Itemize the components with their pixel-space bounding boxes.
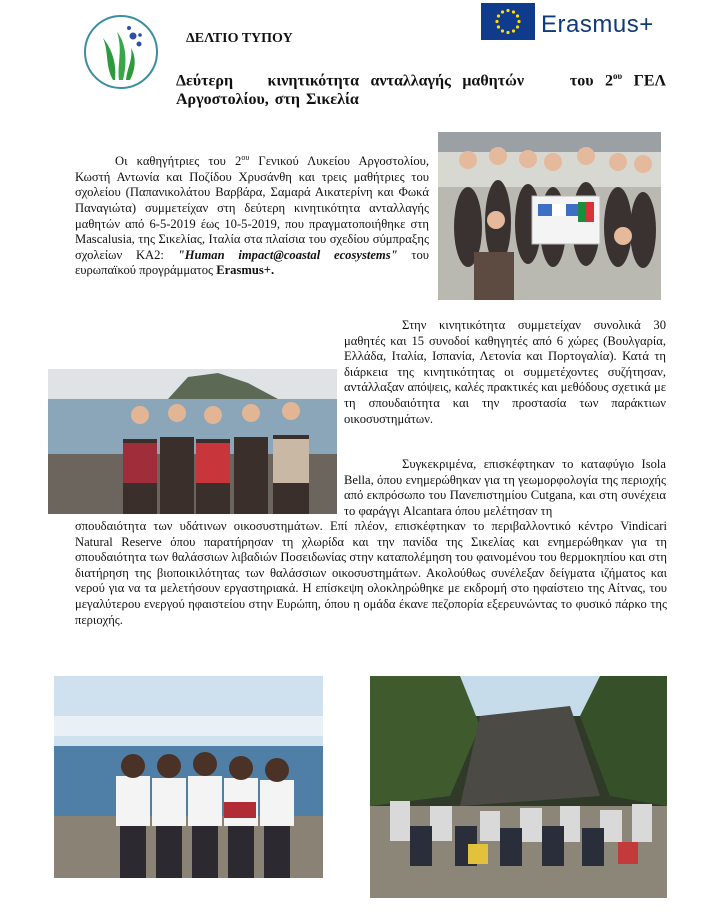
eu-star-icon (517, 20, 520, 23)
photo-large-group-gorge (370, 676, 667, 898)
eu-star-icon (501, 29, 504, 32)
eu-star-icon (512, 29, 515, 32)
eu-star-icon (497, 14, 500, 17)
photo-isola-bella-coast (48, 369, 337, 514)
eu-star-icon (495, 20, 498, 23)
paragraph-visits: Συγκεκριμένα, επισκέφτηκαν το καταφύγιο Isola Bella, όπου ενημερώθηκαν για τη γεωμορφολογία της περιοχής από εκπρόσωπο του Πανεπιστημίου Cutgana, και στη συνέχεια το φαράγγι Alcantara όπου μελέτησαν τη (344, 457, 666, 518)
eu-flag-icon (481, 3, 535, 40)
intro-tail: του ευρωπαϊκού προγράμματος (75, 247, 429, 278)
eu-star-icon (497, 25, 500, 28)
photo-group-with-flag (438, 132, 661, 300)
photo-beach-group (54, 676, 323, 878)
erasmus-plus-logo: Erasmus+ (541, 11, 654, 38)
eu-star-icon (512, 10, 515, 13)
paragraph-participants: Στην κινητικότητα συμμετείχαν συνολικά 30 μαθητές και 15 συνοδοί καθηγητές από 6 χώρες (Βουλγαρία, Ελλάδα, Ιταλία, Ισπανία, Λετονία και Πορτογαλία). Κατά τη διάρκεια της κινητικότητας οι συμμετέχοντες συζήτησαν, αντάλλαξαν απόψεις, καλές πρακτικές και μεθόδους σχετικά με τη σπουδαιότητα και την προστασία των παράκτιων οικοσυστημάτων. (344, 318, 666, 426)
school-logo (83, 14, 159, 90)
page-title: Δεύτερη κινητικότητα ανταλλαγής μαθητών του $2^{o\upsilon}$ ΓΕΛ Αργοστολίου, στη Σικελία (176, 71, 666, 109)
programme-name: Erasmus+. (216, 263, 275, 278)
paragraph-intro: Οι καθηγήτριες του $2^{o\upsilon}$ Γενικού Λυκείου Αργοστολίου, Κωστή Αντωνία και Ποζίδου Χρυσάνθη και τρεις μαθήτριες του σχολείου (Παπανικολάτου Βαρβάρα, Σαμαρά Αικατερίνη και Φωκά Παναγιώτα) συμμετείχαν στη δεύτερη κινητικότητα ανταλλαγής μαθητών από 6-5-2019 έως 10-5-2019, που πραγματοποιήθηκε στη Mascalusia, της Σικελίας, Ιταλία στα πλαίσια του σχεδίου σύμπραξης σχολείων ΚΑ2: "Human impact@coastal ecosystems" του ευρωπαϊκού προγράμματος Erasmus+. (75, 153, 430, 278)
eu-star-icon (516, 14, 519, 17)
press-release-label: ΔΕΛΤΙΟ ΤΥΠΟΥ (186, 31, 293, 46)
paragraph-ecosystems: σπουδαιότητα των υδάτινων οικοσυστημάτων. Επί πλέον, επισκέφτηκαν το περιβαλλοντικό κέντρο Vindicari Natural Reserve όπου παρατήρησαν τη χλωρίδα και την πανίδα της Σικελίας και ενημερώθηκαν για τη σπουδαιότητα των θαλάσσιων λιβαδιών Ποσειδωνίας στην καταπολέμηση του φαινομένου του θερμοκηπίου και στη διατήρηση της βιοποικιλότητας των θαλάσσιων οικοσυστημάτων. Ακολούθως συνέλεξαν δείγματα ιζήματος και νερού για να τα μελετήσουν εργαστηριακά. Η επίσκεψη ολοκληρώθηκε με εκδρομή στο ηφαίστειο της Αίτνας, του μεγαλύτερου ενεργού ηφαιστείου στην Ευρώπη, όπου η ομάδα έκανε πεζοπορία εξερευνώντας το φυσικό πάρκο της περιοχής. (75, 519, 667, 627)
eu-star-icon (506, 9, 509, 12)
project-title: "Human impact@coastal ecosystems" (177, 247, 398, 262)
eu-star-icon (501, 10, 504, 13)
eu-star-icon (516, 25, 519, 28)
eu-star-icon (506, 31, 509, 34)
